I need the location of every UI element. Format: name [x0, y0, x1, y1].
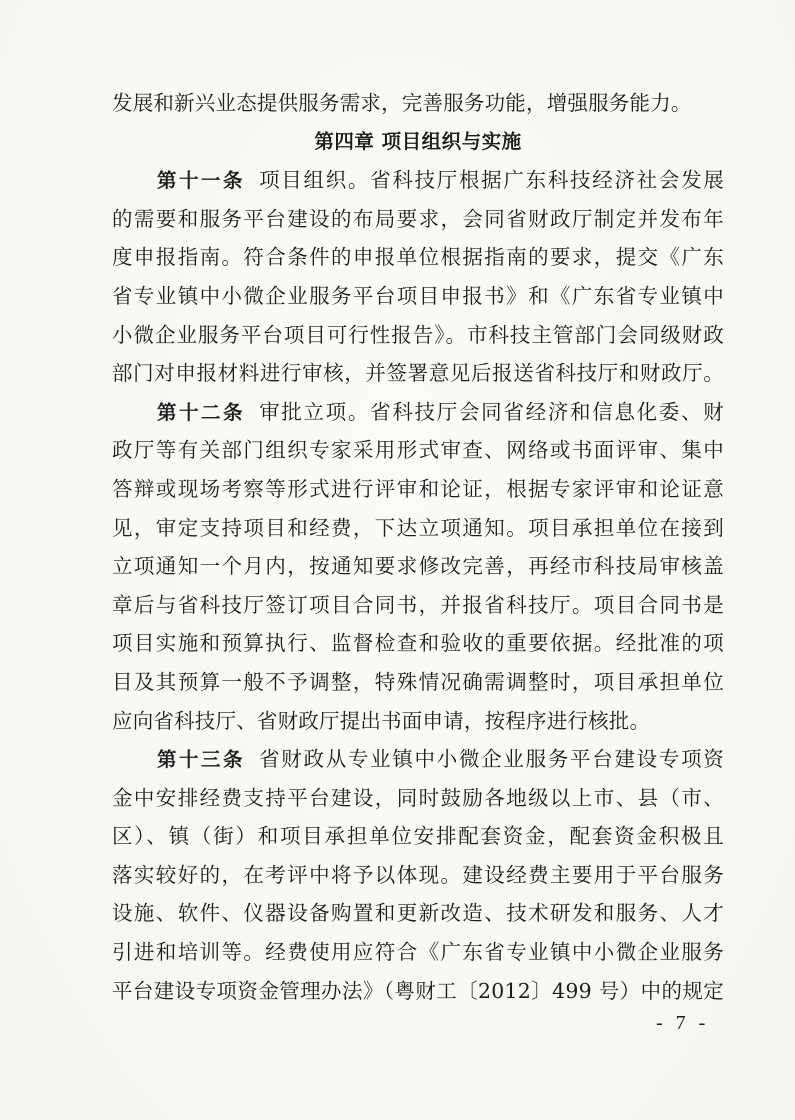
article-13-line-5: 设施、软件、仪器设备购置和更新改造、技术研发和服务、人才	[112, 901, 724, 926]
article-13-label: 第十三条	[157, 748, 246, 772]
article-12-text: 审批立项。省科技厅会同省经济和信息化委、财	[259, 399, 724, 424]
article-13-line-6: 引进和培训等。经费使用应符合《广东省专业镇中小微企业服务	[112, 940, 724, 965]
article-12-line-7: 项目实施和预算执行、监督检查和验收的重要依据。经批准的项	[112, 631, 724, 656]
article-11-line-4: 省专业镇中小微企业服务平台项目申报书》和《广东省专业镇中	[112, 283, 724, 308]
article-11-label: 第十一条	[157, 169, 246, 193]
article-11-line-2: 的需要和服务平台建设的布局要求，会同省财政厅制定并发布年	[112, 206, 724, 231]
article-12-line-1	[112, 393, 724, 432]
article-11-line-6: 部门对申报材料进行审核，并签署意见后报送省科技厅和财政厅。	[112, 361, 724, 386]
article-12-line-2: 政厅等有关部门组织专家采用形式审查、网络或书面评审、集中	[112, 438, 724, 463]
article-12-line-8: 目及其预算一般不予调整，特殊情况确需调整时，项目承担单位	[112, 669, 724, 694]
article-11-line-5: 小微企业服务平台项目可行性报告》。市科技主管部门会同级财政	[112, 322, 724, 347]
article-12-line-3: 答辩或现场考察等形式进行评审和论证，根据专家评审和论证意	[112, 476, 724, 501]
article-13-line-3: 区）、镇（街）和项目承担单位安排配套资金，配套资金积极且	[112, 824, 724, 849]
article-11-text: 项目组织。省科技厅根据广东科技经济社会发展	[259, 168, 724, 193]
article-12-line-5: 立项通知一个月内，按通知要求修改完善，再经市科技局审核盖	[112, 554, 724, 579]
article-13-line-7: 平台建设专项资金管理办法》（粤财工〔2012〕499 号）中的规定	[112, 978, 724, 1003]
article-11-line-3: 度申报指南。符合条件的申报单位根据指南的要求，提交《广东	[112, 245, 724, 270]
article-11-line-1	[112, 161, 724, 200]
continuation-line: 发展和新兴业态提供服务需求，完善服务功能，增强服务能力。	[112, 91, 692, 115]
article-13-line-4: 落实较好的，在考评中将予以体现。建设经费主要用于平台服务	[112, 862, 724, 887]
article-12-line-6: 章后与省科技厅签订项目合同书，并报省科技厅。项目合同书是	[112, 592, 724, 617]
article-13-line-2: 金中安排经费支持平台建设，同时鼓励各地级以上市、县（市、	[112, 785, 724, 810]
article-12-line-9: 应向省科技厅、省财政厅提出书面申请，按程序进行核批。	[112, 708, 651, 733]
page-number: - 7 -	[656, 1012, 710, 1034]
article-12-label: 第十二条	[157, 400, 246, 424]
article-12-line-4: 见，审定支持项目和经费，下达立项通知。项目承担单位在接到	[112, 515, 724, 540]
article-13-line-1	[112, 740, 724, 779]
article-13-text: 省财政从专业镇中小微企业服务平台建设专项资	[259, 747, 724, 772]
document-body	[112, 84, 724, 1010]
chapter-title: 第四章 项目组织与实施	[314, 129, 522, 153]
